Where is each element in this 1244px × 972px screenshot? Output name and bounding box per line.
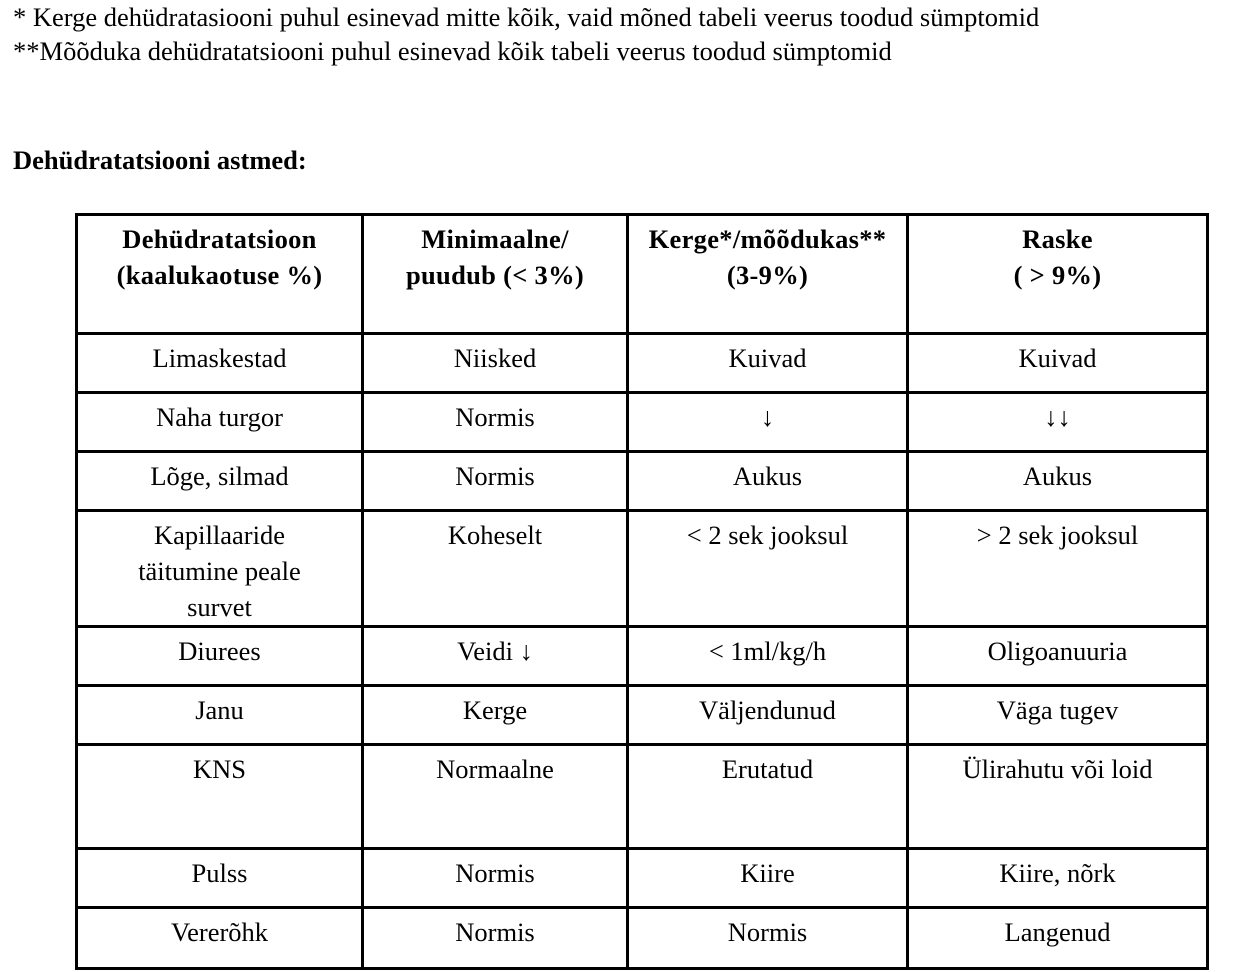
header-minimal [364,216,629,335]
table-row [78,394,1206,453]
severe-cell: Ülirahutu või loid [909,746,1206,850]
sign-cell: Vererõhk [78,909,364,967]
table-row [78,512,1206,628]
sign-line: täitumine peale [138,556,301,586]
severe-cell: Oligoanuuria [909,628,1206,687]
severe-cell: Aukus [909,453,1206,512]
minimal-cell: Normis [364,394,629,453]
table-row [78,628,1206,687]
severe-cell: > 2 sek jooksul [909,512,1206,628]
table-row [78,453,1206,512]
sign-cell: Janu [78,687,364,746]
moderate-cell: < 1ml/kg/h [629,628,909,687]
severe-cell: Kiire, nõrk [909,850,1206,909]
header-line: ( > 9%) [1013,260,1102,290]
sign-cell: Limaskestad [78,335,364,394]
header-mild-moderate [629,216,909,335]
sign-cell: KNS [78,746,364,850]
header-dehydration [78,216,364,335]
header-severe [909,216,1206,335]
severe-cell: ↓↓ [909,394,1206,453]
header-line: Kerge*/mõõdukas** [648,224,887,254]
moderate-cell: Erutatud [629,746,909,850]
header-line: Minimaalne/ [421,224,569,254]
moderate-cell: Kiire [629,850,909,909]
table-row [78,850,1206,909]
severe-cell: Kuivad [909,335,1206,394]
minimal-cell: Normis [364,909,629,967]
severe-cell: Langenud [1004,917,1111,947]
dehydration-grades-table [75,213,1209,970]
header-line: (3-9%) [726,260,809,290]
table-row [78,687,1206,746]
moderate-cell: Väljendunud [629,687,909,746]
footnote-moderate: **Mõõduka dehüdratatsiooni puhul esinevad kõik tabeli veerus toodud sümptomid [13,36,892,66]
minimal-cell: Normis [364,850,629,909]
minimal-cell: Normaalne [364,746,629,850]
table-header-row [78,216,1206,335]
moderate-cell: Kuivad [629,335,909,394]
sign-cell: Lõge, silmad [78,453,364,512]
minimal-cell: Normis [364,453,629,512]
table-row [78,909,1206,967]
footnote-mild: * Kerge dehüdratasiooni puhul esinevad mitte kõik, vaid mõned tabeli veerus toodud sümptomid [13,2,1040,32]
sign-line: Kapillaaride [154,520,285,550]
table-row [78,746,1206,850]
moderate-cell: < 2 sek jooksul [629,512,909,628]
sign-cell: Pulss [78,850,364,909]
header-line: (kaalukaotuse %) [116,260,323,290]
severe-cell: Väga tugev [909,687,1206,746]
minimal-cell: Koheselt [364,512,629,628]
minimal-cell: Niisked [364,335,629,394]
sign-cell: Diurees [78,628,364,687]
sign-cell [78,512,364,628]
sign-cell: Naha turgor [78,394,364,453]
section-heading: Dehüdratatsiooni astmed: [13,145,307,175]
header-line: puudub (< 3%) [405,260,585,290]
table-row [78,335,1206,394]
sign-line: survet [187,592,252,622]
moderate-cell: ↓ [629,394,909,453]
moderate-cell: Normis [629,909,909,967]
minimal-cell: Kerge [364,687,629,746]
header-line: Raske [1022,224,1093,254]
minimal-cell: Veidi ↓ [364,628,629,687]
header-line: Dehüdratatsioon [122,224,317,254]
moderate-cell: Aukus [629,453,909,512]
